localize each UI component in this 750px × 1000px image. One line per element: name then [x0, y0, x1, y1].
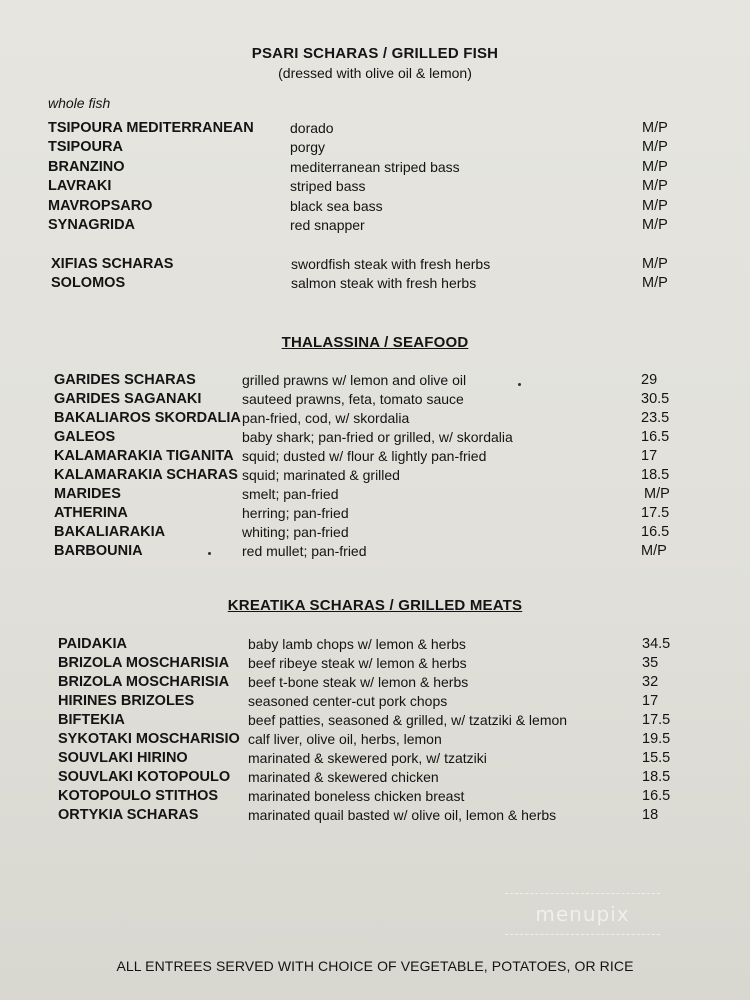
- item-price: 16.5: [642, 788, 671, 804]
- item-description: sauteed prawns, feta, tomato sauce: [242, 391, 464, 407]
- menu-item: [48, 216, 728, 234]
- item-price: 23.5: [641, 410, 670, 426]
- item-price: 34.5: [642, 636, 671, 652]
- menu-item: [54, 466, 734, 484]
- item-price: 15.5: [642, 750, 671, 766]
- item-name: SOUVLAKI HIRINO: [58, 750, 188, 766]
- menu-item: [48, 119, 728, 137]
- menu-item: [54, 390, 734, 408]
- item-description: herring; pan-fried: [242, 505, 349, 521]
- item-price: 35: [642, 655, 659, 671]
- item-price: 17.5: [642, 712, 671, 728]
- item-name: MARIDES: [54, 486, 121, 502]
- menu-item: [48, 138, 728, 156]
- item-price: 17: [642, 693, 659, 709]
- item-description: beef ribeye steak w/ lemon & herbs: [248, 655, 467, 671]
- item-description: grilled prawns w/ lemon and olive oil: [242, 372, 467, 388]
- item-price: M/P: [642, 120, 668, 136]
- item-name: HIRINES BRIZOLES: [58, 693, 195, 709]
- menu-item: [48, 177, 728, 195]
- item-description: pan-fried, cod, w/ skordalia: [242, 410, 410, 426]
- item-name: BAKALIAROS SKORDALIA: [54, 410, 241, 426]
- item-name: SYKOTAKI MOSCHARISIO: [58, 731, 240, 747]
- item-price: 30.5: [641, 391, 670, 407]
- item-name: KOTOPOULO STITHOS: [58, 788, 219, 804]
- item-price: M/P: [642, 178, 668, 194]
- menu-item: [58, 711, 738, 729]
- item-description: dorado: [290, 120, 334, 136]
- item-description: smelt; pan-fried: [242, 486, 339, 502]
- item-description: marinated & skewered pork, w/ tzatziki: [248, 750, 487, 766]
- menu-item: [54, 504, 734, 522]
- item-name: BARBOUNIA: [54, 543, 143, 559]
- item-name: BRANZINO: [48, 159, 125, 175]
- item-name: SYNAGRIDA: [48, 217, 136, 233]
- item-description: seasoned center-cut pork chops: [248, 693, 448, 709]
- item-name: ATHERINA: [54, 505, 128, 521]
- menu-item: [51, 255, 731, 273]
- item-price: 16.5: [641, 524, 670, 540]
- item-name: KALAMARAKIA SCHARAS: [54, 467, 238, 483]
- item-name: GARIDES SCHARAS: [54, 372, 196, 388]
- item-name: GALEOS: [54, 429, 116, 445]
- item-price: M/P: [642, 139, 668, 155]
- menu-item: [58, 730, 738, 748]
- item-description: striped bass: [290, 178, 366, 194]
- grilled-fish-subtitle: (dressed with olive oil & lemon): [278, 65, 472, 81]
- item-description: porgy: [290, 139, 326, 155]
- item-name: LAVRAKI: [48, 178, 112, 194]
- item-price: 17.5: [641, 505, 670, 521]
- menu-item: [48, 197, 728, 215]
- item-name: SOLOMOS: [51, 275, 126, 291]
- menu-item: [54, 428, 734, 446]
- menu-item: [58, 654, 738, 672]
- item-name: TSIPOURA: [48, 139, 123, 155]
- item-price: M/P: [644, 486, 670, 502]
- item-description: marinated quail basted w/ olive oil, lemon & herbs: [248, 807, 557, 823]
- item-price: 29: [641, 372, 658, 388]
- item-description: squid; marinated & grilled: [242, 467, 400, 483]
- grilled-fish-heading: PSARI SCHARAS / GRILLED FISH: [251, 45, 499, 62]
- menu-item: [54, 523, 734, 541]
- item-description: red mullet; pan-fried: [242, 543, 367, 559]
- item-name: MAVROPSARO: [48, 198, 153, 214]
- item-price: M/P: [642, 275, 668, 291]
- menu-item: [58, 692, 738, 710]
- item-description: calf liver, olive oil, herbs, lemon: [248, 731, 442, 747]
- menu-item: [58, 749, 738, 767]
- item-description: mediterranean striped bass: [290, 159, 460, 175]
- item-price: 32: [642, 674, 659, 690]
- whole-fish-note: whole fish: [48, 95, 111, 111]
- item-description: salmon steak with fresh herbs: [291, 275, 477, 291]
- item-price: M/P: [642, 159, 668, 175]
- item-name: KALAMARAKIA TIGANITA: [54, 448, 234, 464]
- item-name: BRIZOLA MOSCHARISIA: [58, 655, 230, 671]
- item-name: PAIDAKIA: [58, 636, 128, 652]
- item-name: SOUVLAKI KOTOPOULO: [58, 769, 231, 785]
- menu-item: [51, 274, 731, 292]
- item-description: beef patties, seasoned & grilled, w/ tzatziki & lemon: [248, 712, 568, 728]
- item-name: BRIZOLA MOSCHARISIA: [58, 674, 230, 690]
- menu-item: [54, 371, 734, 389]
- seafood-heading: THALASSINA / SEAFOOD: [281, 334, 469, 351]
- item-name: XIFIAS SCHARAS: [51, 256, 174, 272]
- item-description: black sea bass: [290, 198, 383, 214]
- menu-item: [54, 542, 734, 560]
- ink-speck: [208, 552, 211, 555]
- menu-item: [48, 158, 728, 176]
- item-price: M/P: [642, 256, 668, 272]
- grilled-meats-heading: KREATIKA SCHARAS / GRILLED MEATS: [227, 597, 523, 614]
- footer-note: ALL ENTREES SERVED WITH CHOICE OF VEGETABLE, POTATOES, OR RICE: [116, 958, 634, 974]
- item-description: marinated & skewered chicken: [248, 769, 439, 785]
- item-name: TSIPOURA MEDITERRANEAN: [48, 120, 254, 136]
- menu-item: [58, 635, 738, 653]
- item-price: 17: [641, 448, 658, 464]
- item-description: whiting; pan-fried: [242, 524, 349, 540]
- menu-item: [58, 787, 738, 805]
- menu-item: [58, 673, 738, 691]
- item-name: BAKALIARAKIA: [54, 524, 166, 540]
- ink-speck: [518, 383, 521, 386]
- item-price: M/P: [642, 198, 668, 214]
- item-description: red snapper: [290, 217, 365, 233]
- item-description: squid; dusted w/ flour & lightly pan-fried: [242, 448, 487, 464]
- item-price: 18.5: [641, 467, 670, 483]
- item-price: M/P: [642, 217, 668, 233]
- menu-item: [54, 485, 734, 503]
- item-price: 16.5: [641, 429, 670, 445]
- menupix-watermark: menupix: [505, 893, 660, 935]
- menu-item: [58, 806, 738, 824]
- item-price: 19.5: [642, 731, 671, 747]
- item-description: swordfish steak with fresh herbs: [291, 256, 491, 272]
- menu-item: [54, 409, 734, 427]
- item-description: baby shark; pan-fried or grilled, w/ skordalia: [242, 429, 513, 445]
- item-name: BIFTEKIA: [58, 712, 125, 728]
- item-name: GARIDES SAGANAKI: [54, 391, 202, 407]
- menu-item: [58, 768, 738, 786]
- item-description: beef t-bone steak w/ lemon & herbs: [248, 674, 469, 690]
- item-name: ORTYKIA SCHARAS: [58, 807, 199, 823]
- item-description: baby lamb chops w/ lemon & herbs: [248, 636, 466, 652]
- menu-item: [54, 447, 734, 465]
- item-description: marinated boneless chicken breast: [248, 788, 465, 804]
- item-price: 18.5: [642, 769, 671, 785]
- item-price: M/P: [641, 543, 667, 559]
- item-price: 18: [642, 807, 659, 823]
